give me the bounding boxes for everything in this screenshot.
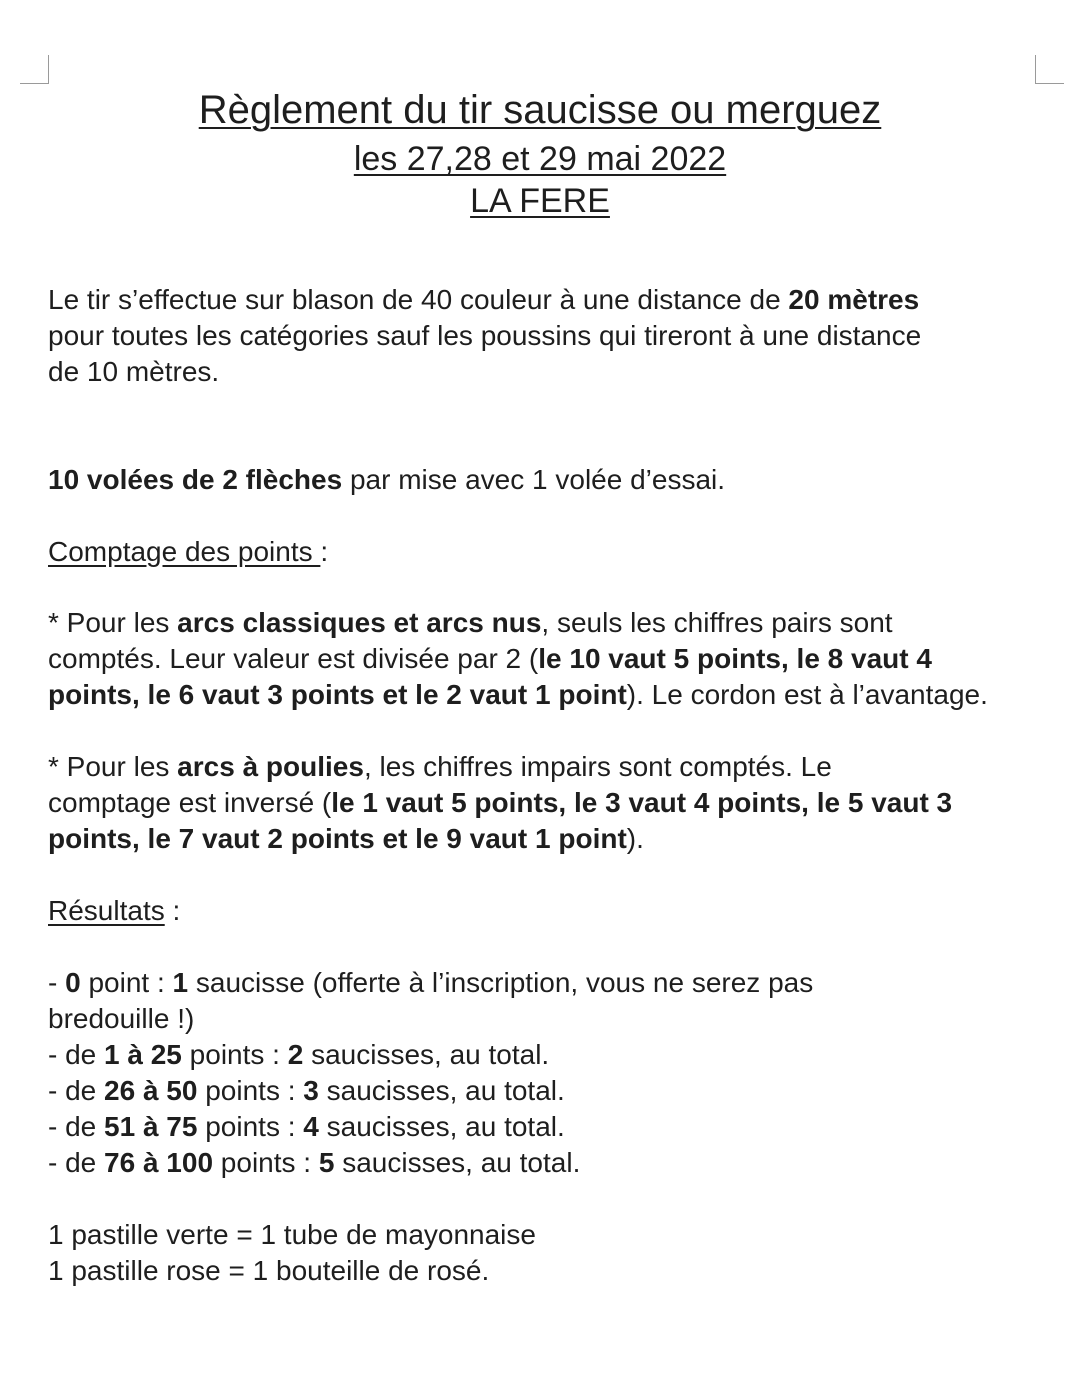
- intro-paragraph: Le tir s’effectue sur blason de 40 couleur à une distance de 20 mètres pour toutes les catégories sauf les poussins qui tireront à une distance de 10 mètres.: [48, 284, 922, 387]
- list-item: - de 26 à 50 points : 3 saucisses, au total.: [48, 1075, 565, 1106]
- rule-classiques: * Pour les arcs classiques et arcs nus, seuls les chiffres pairs sont comptés. Leur valeur est divisée par 2 (le 10 vaut 5 points, le 8 vaut 4 points, le 6 vaut 3 points et le 2 vaut 1 point). Le cordon est à l’avantage.: [48, 607, 988, 710]
- page-corner-mark-right: [1035, 55, 1064, 84]
- list-item: - de 1 à 25 points : 2 saucisses, au total.: [48, 1039, 550, 1070]
- distance-bold: 20 mètres: [788, 284, 920, 315]
- pastille-verte-line: 1 pastille verte = 1 tube de mayonnaise: [48, 1219, 536, 1250]
- comptage-heading: Comptage des points :: [48, 536, 329, 567]
- pastilles-paragraph: [48, 1217, 1058, 1289]
- resultats-list: - 0 point : 1 saucisse (offerte à l’inscription, vous ne serez pas bredouille !) - de 1 à 25 points : 2 saucisses, au total. - de 26 à 50 points : 3 saucisses, au total. - de 51 à 75 points : 4 saucisses, au total. - de 76 à 100 points : 5 saucisses, au total.: [48, 965, 1058, 1181]
- document-title: Règlement du tir saucisse ou merguez: [198, 88, 882, 132]
- event-dates: les 27,28 et 29 mai 2022: [353, 140, 727, 178]
- page-corner-mark-left: [20, 55, 49, 84]
- event-place: LA FERE: [470, 182, 610, 220]
- pastille-rose-line: 1 pastille rose = 1 bouteille de rosé.: [48, 1255, 490, 1286]
- volees-paragraph: 10 volées de 2 flèches par mise avec 1 volée d’essai.: [48, 464, 726, 495]
- resultats-heading: Résultats :: [48, 895, 181, 926]
- list-item: - 0 point : 1 saucisse (offerte à l’inscription, vous ne serez pas: [48, 967, 814, 998]
- list-item: - de 76 à 100 points : 5 saucisses, au total.: [48, 1147, 581, 1178]
- rule-poulies: * Pour les arcs à poulies, les chiffres impairs sont comptés. Le comptage est inversé (le 1 vaut 5 points, le 3 vaut 4 points, le 5 vaut 3 points, le 7 vaut 2 points et le 9 vaut 1 point).: [48, 751, 953, 854]
- list-item: - de 51 à 75 points : 4 saucisses, au total.: [48, 1111, 565, 1142]
